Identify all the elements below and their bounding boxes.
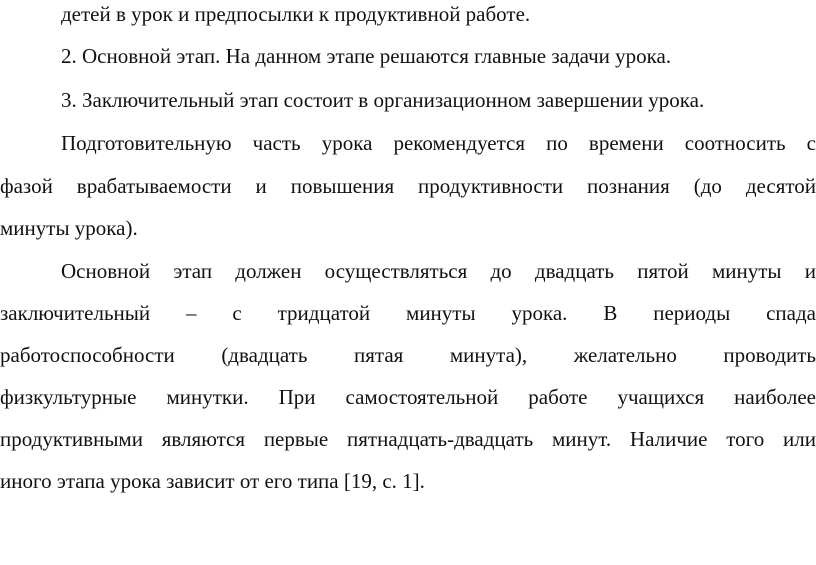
text-line-paragraph-1-end: минуты урока). [0,216,138,240]
text-line-paragraph-2-end: иного этапа урока зависит от его типа [19, с. 1]. [0,469,425,493]
text-line-paragraph-2: физкультурные минутки. При самостоятельной работе учащихся наиболее [0,385,816,409]
text-line-stage-3: 3. Заключительный этап состоит в организационном завершении урока. [61,88,705,112]
text-line-continuation: детей в урок и предпосылки к продуктивной работе. [61,2,531,26]
text-line-paragraph-2: заключительный – с тридцатой минуты урока. В периоды спада [0,301,816,325]
text-line-paragraph-2-start: Основной этап должен осуществляться до двадцать пятой минуты и [61,259,816,283]
text-line-paragraph-1-start: Подготовительную часть урока рекомендуется по времени соотносить с [61,131,816,155]
text-line-stage-2: 2. Основной этап. На данном этапе решаются главные задачи урока. [61,44,672,68]
text-line-paragraph-2: работоспособности (двадцать пятая минута), желательно проводить [0,343,816,367]
text-line-paragraph-2: продуктивными являются первые пятнадцать-двадцать минут. Наличие того или [0,427,816,451]
text-line-paragraph-1: фазой врабатываемости и повышения продуктивности познания (до десятой [0,174,816,198]
